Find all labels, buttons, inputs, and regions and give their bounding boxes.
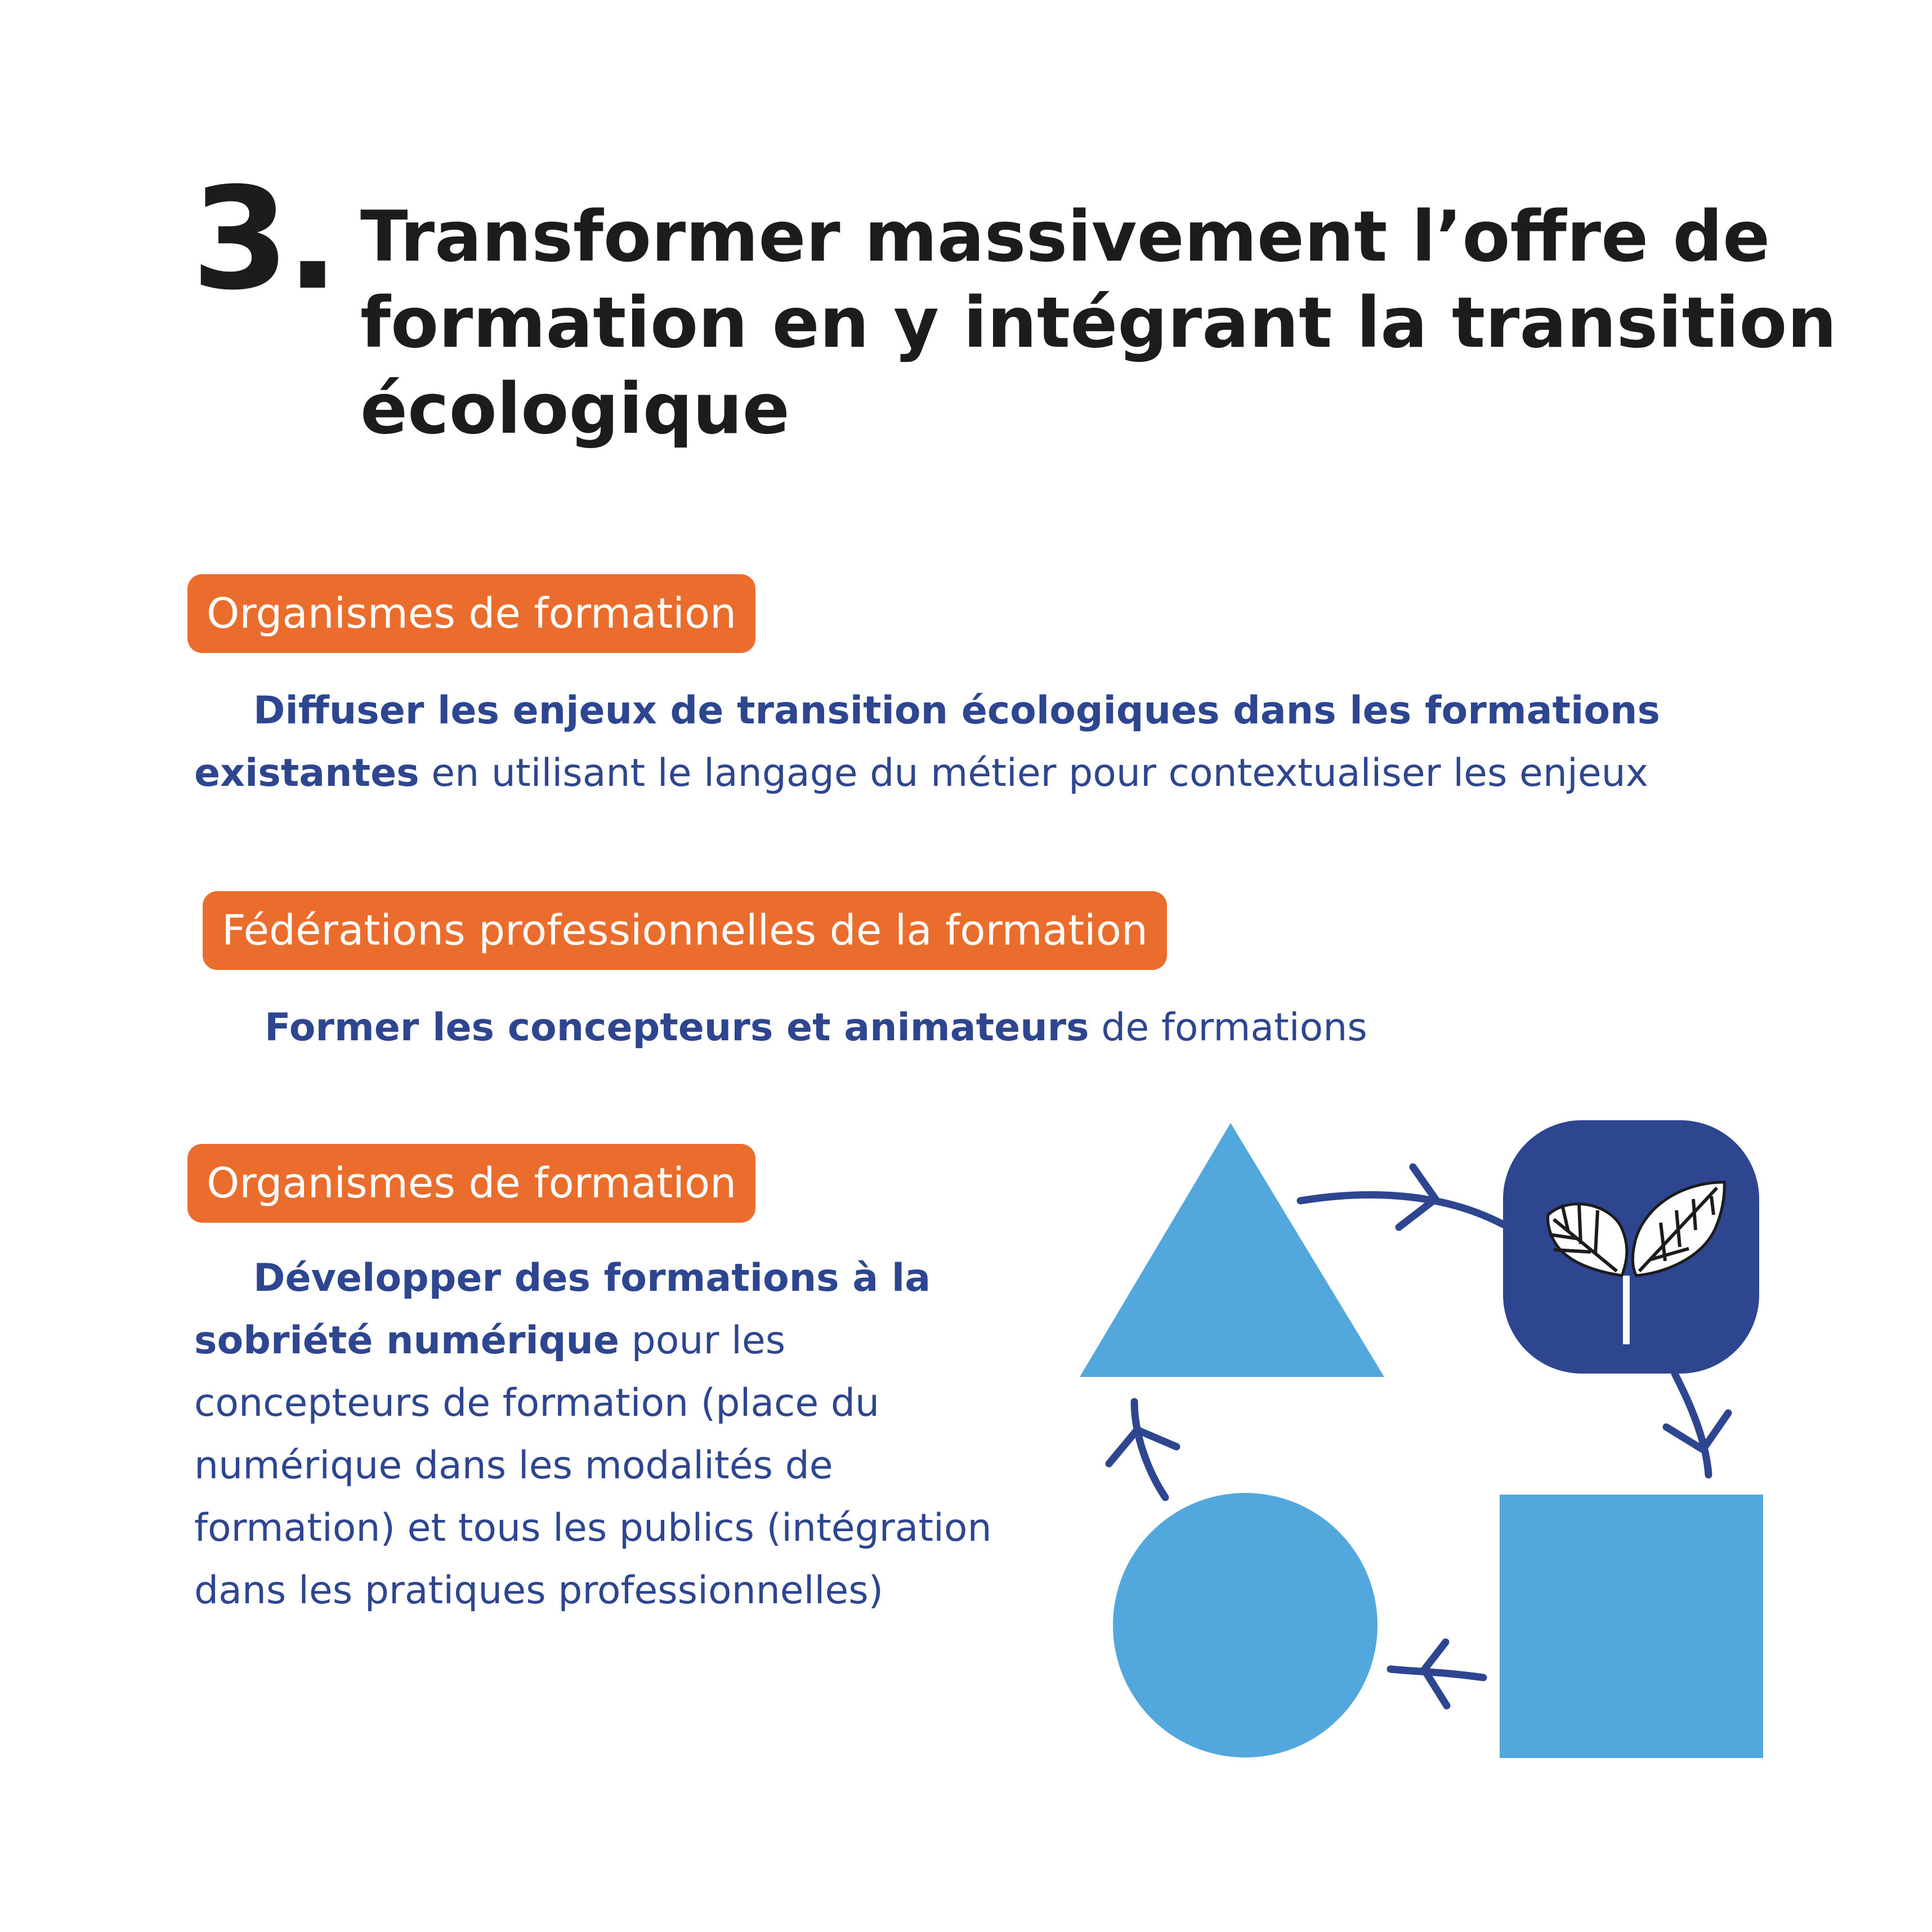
arrow-triangle-to-tile bbox=[1300, 1195, 1503, 1224]
action-rest-2: de formations bbox=[1089, 1005, 1367, 1050]
action-bold-1: Diffuser les enjeux de transition écologiques dans les formations existantes bbox=[194, 688, 1660, 795]
action-bold-3: Développer des formations à la sobriété numérique bbox=[194, 1256, 931, 1363]
action-rest-3: pour les concepteurs de formation (place du numérique dans les modalités de formation) et tous les publics (intégration dans les pratiques professionnelles) bbox=[194, 1318, 992, 1613]
section-number: 3. bbox=[191, 157, 336, 321]
section-title: Transformer massivement l’offre de formation en y intégrant la transition écologique bbox=[360, 196, 1837, 450]
circle-shape bbox=[1113, 1493, 1378, 1757]
action-bold-2: Former les concepteurs et animateurs bbox=[265, 1005, 1089, 1050]
arrow-tile-to-square bbox=[1675, 1374, 1709, 1475]
actor-tag-1: Organismes de formation bbox=[187, 574, 755, 653]
triangle-shape bbox=[1080, 1123, 1384, 1377]
square-shape bbox=[1500, 1495, 1763, 1758]
plant-tile bbox=[1503, 1120, 1759, 1374]
actor-tag-2: Fédérations professionnelles de la formation bbox=[203, 891, 1167, 970]
actor-tag-3: Organismes de formation bbox=[187, 1144, 755, 1223]
action-rest-1: en utilisant le langage du métier pour contextualiser les enjeux bbox=[419, 751, 1649, 795]
arrow-circle-to-triangle bbox=[1134, 1402, 1165, 1497]
arrow-square-to-circle bbox=[1390, 1669, 1483, 1678]
